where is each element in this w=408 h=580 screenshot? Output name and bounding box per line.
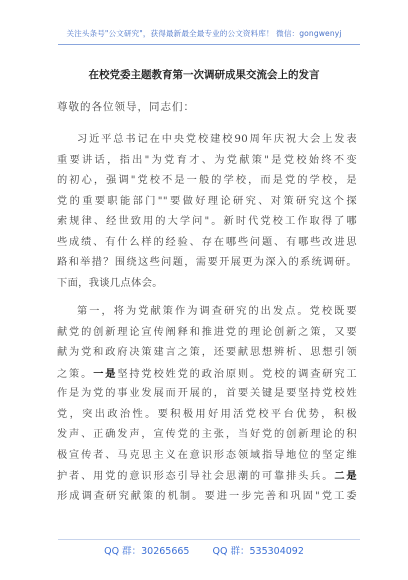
paragraph-line: 习近平总书记在中央党校建校90周年庆祝大会上发表 bbox=[77, 134, 357, 145]
line-text: 护者、用党的意识形态引导社会思潮的可靠排头兵。 bbox=[57, 471, 335, 482]
footer-qq-group-1: QQ 群：30265665 bbox=[104, 546, 190, 557]
paragraph-line: 作是为党的事业发展而开展的，首要关键是要坚持党校姓 bbox=[57, 388, 357, 399]
paragraph-line: 些成绩、有什么样的经验、存在哪些问题、有哪些改进思 bbox=[57, 236, 357, 248]
paragraph-line: 下面，我谈几点体会。 bbox=[57, 277, 163, 289]
paragraph-line bbox=[57, 364, 357, 385]
paragraph-line: 党，突出政治性。要积极用好用活党校平台优势，积极 bbox=[57, 408, 357, 420]
paragraph-line: 献党的创新理论宣传阐释和推进党的理论创新之策，又要 bbox=[57, 326, 357, 338]
paragraph-line: 极宣传者、马克思主义在意识形态领域指导地位的坚定维 bbox=[57, 449, 357, 461]
footer-qq-group-2: QQ 群：535304092 bbox=[212, 546, 304, 557]
footer-divider bbox=[58, 539, 360, 540]
paragraph-2 bbox=[57, 302, 357, 507]
paragraph-line: 献为党和政府决策建言之策，还要献思想辨析、思想引领 bbox=[57, 347, 357, 358]
paragraph-line bbox=[57, 466, 357, 487]
page-header: 关注头条号"公文研究"，获得最新最全最专业的公文资料库！ 微信：gongwenyj bbox=[66, 29, 342, 38]
page-footer bbox=[0, 543, 408, 557]
line-text: 之策。 bbox=[57, 368, 94, 380]
paragraph-line: 重要讲话，指出"为党育才、为党献策"是党校始终不变 bbox=[57, 154, 357, 166]
paragraph-line: 第一，将为党献策作为调查研究的出发点。党校既要 bbox=[77, 306, 357, 317]
header-divider bbox=[58, 44, 360, 45]
paragraph-line: 形成调查研究献策的机制。要进一步完善和巩固"党工委 bbox=[57, 490, 357, 502]
document-title: 在校党委主题教育第一次调研成果交流会上的发言 bbox=[88, 69, 320, 81]
point-marker-one: 一是 bbox=[93, 367, 118, 380]
line-text: 坚持党校姓党的政治原则。党校的调查研究工 bbox=[117, 368, 358, 380]
paragraph-line: 发声、正确发声，宣传党的主张，当好党的创新理论的积 bbox=[57, 429, 357, 440]
salutation: 尊敬的各位领导，同志们： bbox=[57, 101, 195, 113]
paragraph-line: 党的重要职能部门""要做好理论研究、对策研究这个探 bbox=[57, 195, 357, 207]
paragraph-line: 索规律、经世致用的大学问"。新时代党校工作取得了哪 bbox=[57, 216, 357, 227]
paragraph-1 bbox=[57, 130, 357, 294]
paragraph-line: 的初心，强调"党校不是一般的学校，而是党的学校，是 bbox=[57, 175, 357, 186]
paragraph-line: 路和举措？围绕这些问题，需要开展更为深入的系统调研。 bbox=[57, 257, 357, 268]
point-marker-two: 二是 bbox=[334, 470, 357, 482]
